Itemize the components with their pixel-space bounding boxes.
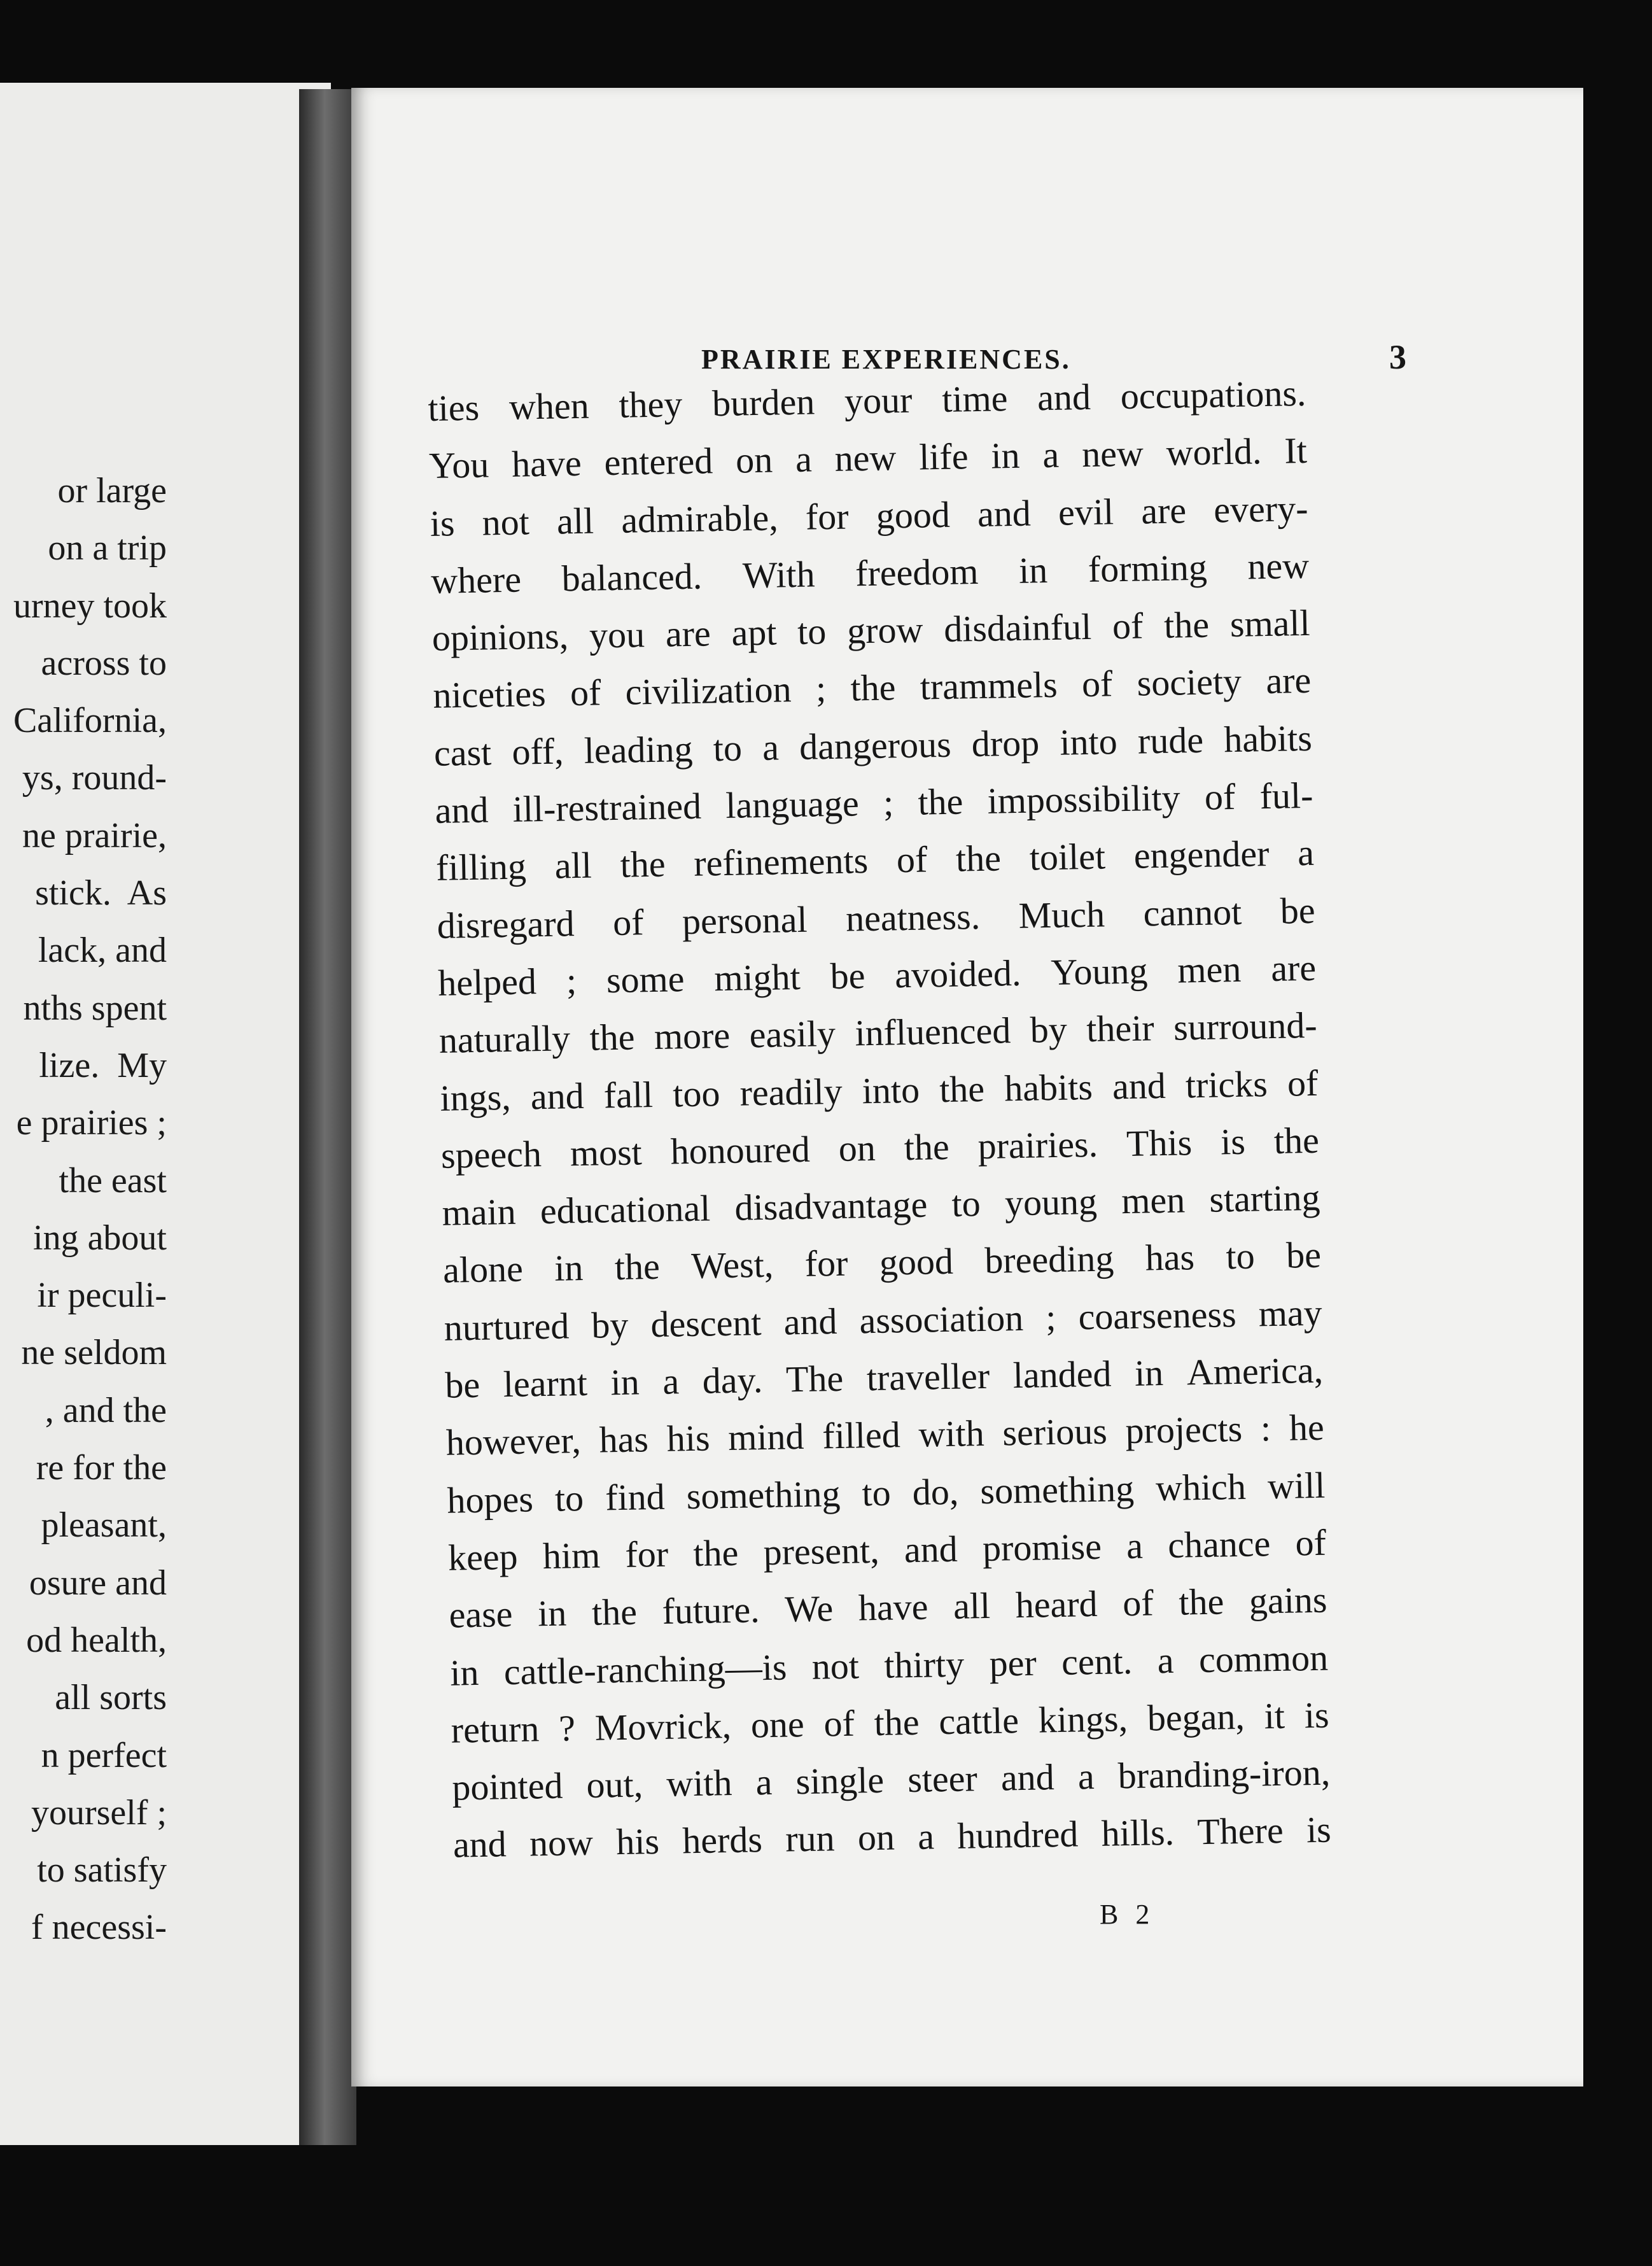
word: and: [1112, 1064, 1166, 1107]
word: helped: [437, 961, 537, 1004]
word: gains: [1249, 1579, 1327, 1622]
word: present,: [763, 1529, 880, 1573]
word: life: [918, 435, 969, 478]
word: starting: [1208, 1176, 1320, 1220]
word: promise: [982, 1525, 1102, 1569]
word: a: [1297, 832, 1315, 874]
word: time: [941, 377, 1008, 420]
word: the: [850, 666, 896, 709]
word: cannot: [1143, 890, 1242, 934]
word: ;: [815, 668, 827, 710]
word: of: [612, 901, 645, 943]
word: out,: [585, 1763, 643, 1806]
word: hills.: [1101, 1812, 1175, 1855]
word: habits: [1223, 717, 1313, 761]
word: the: [692, 1531, 739, 1574]
word: with: [918, 1412, 985, 1456]
word: new: [1081, 432, 1144, 475]
word: the: [1163, 603, 1210, 647]
word: be: [1280, 889, 1316, 932]
word: their: [1086, 1007, 1155, 1050]
word: where: [430, 558, 522, 602]
word: something: [979, 1467, 1135, 1512]
word: is: [1220, 1120, 1246, 1163]
word: and: [783, 1300, 837, 1343]
word: fall: [603, 1073, 654, 1116]
word: of: [1204, 776, 1236, 818]
word: West,: [690, 1244, 774, 1287]
word: by: [591, 1304, 629, 1346]
word: easily: [749, 1013, 836, 1056]
word: a: [917, 1815, 935, 1858]
word: new: [834, 437, 897, 480]
word: in: [449, 1651, 479, 1694]
word: tricks: [1185, 1062, 1268, 1106]
word: and: [904, 1528, 958, 1571]
word: all: [554, 844, 592, 887]
word: society: [1137, 661, 1242, 705]
word: one: [750, 1703, 805, 1746]
word: readily: [739, 1070, 843, 1114]
word: naturally: [438, 1017, 571, 1062]
word: a: [1157, 1639, 1175, 1681]
word: of: [823, 1702, 855, 1745]
word: into: [862, 1069, 920, 1111]
word: learnt: [503, 1362, 588, 1405]
word: men: [1121, 1179, 1186, 1222]
word: We: [784, 1587, 834, 1630]
word: speech: [440, 1132, 542, 1176]
word: apt: [731, 611, 777, 654]
word: small: [1229, 602, 1311, 645]
word: be: [1285, 1234, 1322, 1277]
word: ill-restrained: [512, 785, 702, 830]
word: prairies.: [977, 1123, 1098, 1167]
word: keep: [447, 1535, 519, 1579]
word: are: [1270, 947, 1317, 989]
word: You: [428, 444, 489, 487]
word: opinions,: [431, 615, 569, 659]
word: grow: [846, 609, 923, 652]
word: be: [830, 955, 865, 997]
word: toilet: [1029, 835, 1106, 878]
word: return: [451, 1708, 540, 1751]
word: into: [1059, 720, 1118, 763]
word: projects: [1125, 1408, 1243, 1452]
word: engender: [1133, 833, 1270, 877]
word: coarseness: [1078, 1293, 1237, 1338]
word: find: [605, 1475, 666, 1519]
word: of: [1295, 1521, 1327, 1564]
word: a: [1126, 1524, 1144, 1567]
word: traveller: [866, 1355, 990, 1399]
word: when: [508, 384, 590, 428]
word: the: [591, 1591, 638, 1634]
word: nurtured: [444, 1305, 570, 1349]
page-number: 3: [1389, 338, 1406, 376]
word: and: [1000, 1756, 1055, 1799]
word: The: [785, 1357, 844, 1400]
word: avoided.: [894, 952, 1021, 996]
word: freedom: [855, 550, 979, 595]
word: on: [857, 1816, 895, 1859]
word: hundred: [956, 1813, 1079, 1857]
word: habits: [1004, 1066, 1093, 1109]
word: all: [953, 1585, 991, 1628]
word: drop: [971, 722, 1040, 764]
word: is: [1304, 1694, 1330, 1736]
left-page: [0, 83, 331, 2145]
word: world.: [1166, 430, 1263, 474]
word: ?: [558, 1707, 576, 1749]
word: and: [435, 789, 489, 831]
word: per: [989, 1642, 1037, 1684]
word: cast: [433, 731, 492, 774]
word: your: [844, 379, 913, 422]
word: mind: [727, 1416, 805, 1459]
word: association: [858, 1297, 1024, 1342]
word: some: [606, 958, 685, 1001]
word: of: [1122, 1582, 1154, 1624]
word: young: [1004, 1180, 1098, 1224]
right-page: [351, 88, 1583, 2087]
word: filled: [822, 1414, 901, 1457]
word: on: [735, 439, 773, 481]
word: Much: [1018, 893, 1105, 936]
word: to: [1225, 1235, 1256, 1277]
word: hopes: [446, 1478, 534, 1521]
word: dangerous: [799, 723, 952, 768]
word: heard: [1015, 1583, 1098, 1626]
word: refinements: [693, 840, 869, 885]
word: niceties: [432, 673, 547, 717]
word: admirable,: [620, 496, 779, 541]
word: thirty: [883, 1643, 965, 1686]
word: his: [666, 1417, 711, 1460]
word: to: [951, 1183, 981, 1225]
word: in: [554, 1247, 584, 1290]
word: neatness.: [845, 895, 981, 939]
word: ings,: [439, 1076, 512, 1119]
word: a: [1042, 434, 1060, 476]
word: landed: [1012, 1353, 1112, 1397]
word: him: [542, 1534, 601, 1577]
word: kings,: [1038, 1697, 1128, 1741]
word: the: [589, 1016, 636, 1059]
word: the: [614, 1246, 661, 1288]
word: disregard: [437, 902, 575, 947]
word: every-: [1213, 487, 1308, 531]
word: cent.: [1061, 1640, 1133, 1683]
word: of: [1081, 663, 1113, 705]
word: more: [654, 1015, 731, 1058]
word: America,: [1186, 1349, 1324, 1393]
word: all: [556, 500, 594, 542]
word: the: [917, 780, 963, 823]
word: and: [452, 1823, 507, 1866]
word: not: [482, 500, 530, 544]
word: they: [618, 383, 683, 426]
word: are: [1265, 659, 1312, 702]
word: in: [610, 1361, 640, 1404]
word: It: [1284, 430, 1308, 472]
word: influenced: [854, 1010, 1011, 1054]
word: the: [620, 843, 666, 886]
word: run: [785, 1817, 836, 1860]
word: his: [615, 1820, 660, 1863]
word: not: [811, 1645, 860, 1687]
word: began,: [1147, 1695, 1245, 1739]
word: personal: [682, 898, 808, 942]
word: new: [1247, 544, 1310, 588]
running-title: PRAIRIE EXPERIENCES.: [701, 344, 1071, 375]
word: with: [666, 1762, 733, 1805]
word: descent: [650, 1301, 762, 1345]
word: in: [537, 1592, 567, 1635]
word: in: [1134, 1352, 1164, 1394]
word: is: [1306, 1808, 1332, 1851]
word: too: [672, 1072, 720, 1115]
word: This: [1126, 1122, 1193, 1164]
word: of: [1112, 605, 1144, 647]
word: of: [1287, 1062, 1319, 1104]
word: has: [1145, 1236, 1195, 1279]
page-header: [701, 337, 1406, 377]
word: Movrick,: [594, 1704, 732, 1749]
word: day.: [702, 1359, 763, 1402]
word: have: [858, 1586, 928, 1629]
word: most: [570, 1131, 643, 1174]
word: good: [876, 493, 951, 537]
word: ease: [449, 1593, 514, 1636]
word: ful-: [1259, 774, 1313, 817]
word: Young: [1050, 950, 1149, 994]
word: educational: [540, 1187, 711, 1232]
word: a: [795, 438, 813, 481]
word: the: [874, 1701, 920, 1743]
word: cattle: [938, 1699, 1019, 1743]
word: steer: [907, 1757, 978, 1801]
word: There: [1196, 1810, 1284, 1853]
word: a: [762, 726, 780, 768]
word: have: [511, 442, 582, 486]
word: to: [713, 727, 743, 770]
word: which: [1155, 1465, 1247, 1509]
word: for: [805, 495, 850, 538]
word: surround-: [1173, 1004, 1318, 1048]
word: and: [530, 1074, 585, 1117]
word: language: [725, 782, 860, 826]
word: leading: [584, 728, 694, 771]
word: impossibility: [987, 777, 1181, 822]
word: filling: [435, 845, 527, 889]
word: future.: [662, 1589, 760, 1633]
word: disdainful: [943, 606, 1092, 651]
word: has: [599, 1418, 649, 1461]
word: on: [838, 1127, 876, 1169]
word: the: [1178, 1580, 1224, 1623]
book-gutter: [299, 89, 356, 2145]
word: for: [804, 1242, 848, 1285]
word: ;: [1045, 1296, 1057, 1339]
word: herds: [682, 1819, 763, 1862]
word: the: [904, 1125, 950, 1168]
word: a: [1077, 1756, 1095, 1798]
word: civilization: [625, 668, 792, 714]
word: forming: [1088, 546, 1208, 590]
word: to: [797, 610, 827, 653]
word: and: [1037, 376, 1091, 419]
left-page-text: or large on a trip urney took across to California, ys, round- ne prairie, stick. As lack, and nths spent lize. My e prairies ; the east ing about ir peculi- ne seldom , and the re for the pleasant, osure and od health, all sorts n perfect yourself ; to satisfy f necessi-: [13, 471, 167, 1948]
word: branding-iron,: [1117, 1751, 1331, 1797]
word: something: [686, 1472, 841, 1517]
word: the: [1273, 1119, 1320, 1162]
word: you: [589, 614, 645, 656]
word: do,: [912, 1470, 959, 1513]
word: might: [713, 955, 801, 999]
word: for: [624, 1533, 669, 1575]
word: be: [444, 1363, 480, 1406]
word: may: [1258, 1291, 1323, 1335]
word: he: [1289, 1407, 1325, 1449]
word: ;: [883, 782, 894, 824]
word: evil: [1058, 490, 1114, 533]
word: are: [1140, 489, 1187, 532]
word: of: [896, 838, 928, 881]
word: disadvantage: [734, 1183, 928, 1228]
word: and: [977, 492, 1032, 535]
word: balanced.: [561, 555, 703, 600]
word: a: [755, 1761, 773, 1803]
word: ties: [428, 386, 480, 429]
word: to: [861, 1472, 892, 1514]
word: men: [1177, 948, 1242, 991]
word: a: [662, 1360, 680, 1402]
word: breeding: [984, 1237, 1114, 1282]
word: serious: [1002, 1410, 1108, 1454]
word: common: [1198, 1636, 1329, 1680]
word: now: [529, 1822, 594, 1864]
word: the: [939, 1067, 985, 1110]
word: entered: [603, 440, 713, 484]
word: however,: [445, 1419, 582, 1464]
word: cattle-ranching—is: [503, 1645, 787, 1692]
word: single: [795, 1759, 885, 1803]
word: ;: [566, 960, 577, 1002]
word: main: [442, 1190, 517, 1234]
word: honoured: [670, 1128, 811, 1172]
word: will: [1267, 1464, 1326, 1507]
word: With: [742, 553, 816, 596]
word: to: [554, 1477, 584, 1519]
word: rude: [1137, 719, 1204, 762]
body-text: [428, 372, 1332, 1881]
word: are: [665, 612, 711, 655]
word: chance: [1167, 1523, 1271, 1566]
word: burden: [711, 381, 815, 425]
word: off,: [511, 730, 564, 773]
word: by: [1030, 1008, 1068, 1051]
word: alone: [442, 1248, 524, 1291]
word: trammels: [920, 664, 1058, 708]
word: in: [990, 435, 1021, 477]
signature-mark: B 2: [1100, 1899, 1155, 1930]
word: of: [570, 672, 601, 714]
word: occupations.: [1120, 372, 1306, 417]
word: :: [1260, 1407, 1271, 1449]
word: pointed: [451, 1764, 563, 1808]
word: in: [1018, 549, 1048, 591]
word: the: [955, 837, 1002, 880]
word: it: [1264, 1694, 1285, 1737]
word: is: [430, 502, 455, 544]
word: good: [879, 1241, 954, 1284]
